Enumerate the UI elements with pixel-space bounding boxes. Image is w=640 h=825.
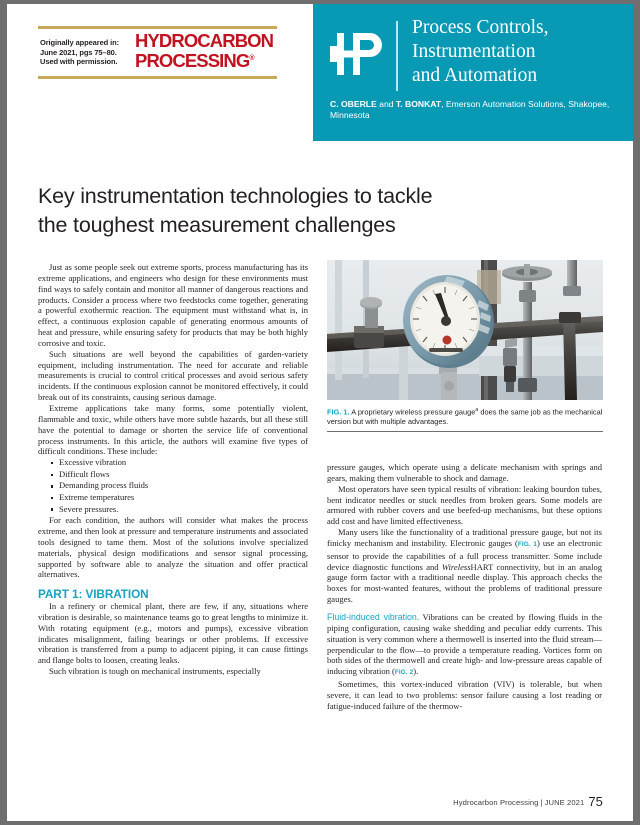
- section-heading-part-1: PART 1: VIBRATION: [38, 587, 149, 602]
- list-item: Demanding process fluids: [59, 480, 308, 492]
- section-banner: [313, 4, 633, 141]
- list-item: Excessive vibration: [59, 457, 308, 469]
- page-footer: [327, 794, 603, 809]
- paragraph: Such situations are well beyond the capabilities of garden-variety equipment, including instrumentation. The need for accurate and reliable measurements is crucial to control critical processes and avoid serious safety incidents. If the continuous explosion cannot be monitored effectively, it could break out of its constraints, causing serious damage.: [38, 348, 308, 403]
- footer-issue: JUNE 2021: [544, 798, 585, 807]
- body-column-right: [327, 462, 602, 712]
- logo-divider: [396, 21, 398, 91]
- reprint-line-3: Used with permission.: [40, 57, 118, 67]
- headline-line-2: the toughest measurement challenges: [38, 213, 396, 237]
- reprint-line-2: June 2021, pgs 75–80.: [40, 47, 117, 57]
- paragraph: In a refinery or chemical plant, there are few, if any, situations where vibration is desirable, so maintenance teams go to great lengths to minimize it. With rotating equipment (e.g., motors and pumps), excessive vibration indicates misalignment, failing bearings or other problems. If excessive vibration is transferred from a pump to adjacent piping, it can cause fittings and flange bolts to loosen, creating leaks.: [38, 601, 308, 666]
- wordmark-line-1: HYDROCARBON: [135, 29, 274, 51]
- figure-caption-text-2: does the same job as the mechanical version but with multiple advantages.: [327, 407, 603, 427]
- paragraph: [327, 527, 602, 605]
- figure-caption-text-1: A proprietary wireless pressure gauge: [349, 407, 476, 417]
- paragraph: Extreme applications take many forms, some potentially violent, flammable and toxic, while others have more subtle hazards, but all these still have the potential to damage or shorten the service life of conventional process instruments. In this article, the authors will examine five types of difficult conditions. These include:: [38, 402, 308, 457]
- reprint-line-1: Originally appeared in:: [40, 38, 119, 48]
- paragraph: Sometimes, this vortex-induced vibration (VIV) is tolerable, but when severe, it can lead to two problems: sensor failure causing a lost reading or fatigue-induced failure of the thermow-: [327, 679, 602, 711]
- paragraph: Such vibration is tough on mechanical instruments, especially: [49, 666, 261, 677]
- figure-1: [327, 260, 603, 432]
- footer-page-number: 75: [588, 794, 603, 809]
- paragraph: [327, 612, 602, 679]
- paragraph: Just as some people seek out extreme sports, process manufacturing has its extreme applications, and engineers who design for these environments must find ways to safely contain and monitor all manner of dangerous reactions and products. Consider a process where two feedstocks come together, generating a powerful exothermic reaction. The equipment must withstand what is, in effect, a continuous explosion capable of generating enormous amounts of heat and pressure, while ensuring safety for products that may be both highly corrosive and toxic.: [38, 262, 308, 348]
- paragraph-text: ).: [413, 666, 419, 677]
- article-page: [7, 4, 633, 821]
- pressure-gauge-photo: [327, 260, 603, 400]
- reprint-notice-box: [38, 26, 277, 79]
- byline: [330, 99, 620, 121]
- list-item: Difficult flows: [59, 469, 308, 481]
- hydrocarbon-processing-wordmark: [126, 29, 274, 72]
- figure-label: FIG. 1.: [327, 407, 350, 417]
- byline-conjunction: and: [376, 99, 396, 109]
- body-column-left: [38, 262, 308, 677]
- footer-publication: Hydrocarbon Processing: [453, 798, 539, 807]
- paragraph-text: HART connectivity, but in an analog gauge form factor with a traditional needle display. This approach checks the boxes for most-wanted features, without the problems of traditional pressure gauges.: [327, 561, 602, 605]
- list-item: Extreme temperatures: [59, 492, 308, 504]
- paragraph-text: Vibrations can be created by flowing fluids in the piping configuration, causing wake shedding and peculiar eddy currents. This situation is very common where a thermowell is inserted into the fluid stream—perpendicular to the flow—to provide a temperature reading. Vortices form on both sides of the thermowell and create high- and low-pressure areas capable of inducing vibration (: [327, 611, 602, 677]
- paragraph: Most operators have seen typical results of vibration: leaking bourdon tubes, bent indicator needles or stuck needles from broken gears. Some models are armored with rubber covers and use beefed-up mechanisms, but these options add cost and have limited effectiveness.: [327, 483, 602, 527]
- list-item: Severe pressures.: [59, 504, 308, 516]
- subheading-fluid-induced-vibration: Fluid-induced vibration.: [327, 611, 420, 622]
- figure-caption-footnote-marker: a: [475, 407, 479, 413]
- paragraph-text: ) use an electronic sensor to provide the capabilities of a full process transmitter. Some include device diagnostic functions and: [327, 537, 602, 572]
- wordmark-line-2: PROCESSING®: [135, 50, 255, 72]
- author-two: T. BONKAT: [395, 99, 442, 109]
- wirelesshart-italic: Wireless: [441, 561, 471, 572]
- footer-separator: |: [540, 798, 543, 807]
- section-title: [412, 16, 627, 88]
- figure-2-cross-reference[interactable]: FIG. 2: [394, 669, 414, 677]
- hp-logo-icon: [330, 33, 384, 75]
- paragraph-spacer: [327, 605, 602, 612]
- section-title-line-1: Process Controls,: [412, 17, 549, 38]
- paragraph: pressure gauges, which operate using a delicate mechanism with springs and gears, making them vulnerable to shock and damage.: [327, 462, 602, 483]
- section-title-line-2: Instrumentation: [412, 41, 536, 62]
- paragraph-text: Many users like the functionality of a traditional pressure gauge, but not its finicky mechanism and instability. Electronic gauges (: [327, 527, 602, 548]
- author-one: C. OBERLE: [330, 99, 377, 109]
- article-headline: [38, 182, 558, 240]
- author-affiliation: , Emerson Automation Solutions, Shakopee, Minnesota: [330, 99, 610, 121]
- figure-caption: [327, 406, 603, 432]
- paragraph: For each condition, the authors will consider what makes the process extreme, and then look at pressure and temperature instruments and associated tools designed to tame them. Most of the solutions involve specialized materials, physical design modifications and sensor signal processing, supported by software able to analyze the situation and offer practical alternatives.: [38, 515, 308, 580]
- headline-line-1: Key instrumentation technologies to tackle: [38, 184, 433, 208]
- reprint-notice-text: [38, 38, 126, 67]
- masthead: [7, 4, 633, 144]
- registered-mark: ®: [249, 55, 255, 63]
- difficult-conditions-list: [38, 457, 308, 515]
- section-title-line-3: and Automation: [412, 65, 538, 86]
- figure-1-cross-reference[interactable]: FIG. 1: [517, 540, 538, 548]
